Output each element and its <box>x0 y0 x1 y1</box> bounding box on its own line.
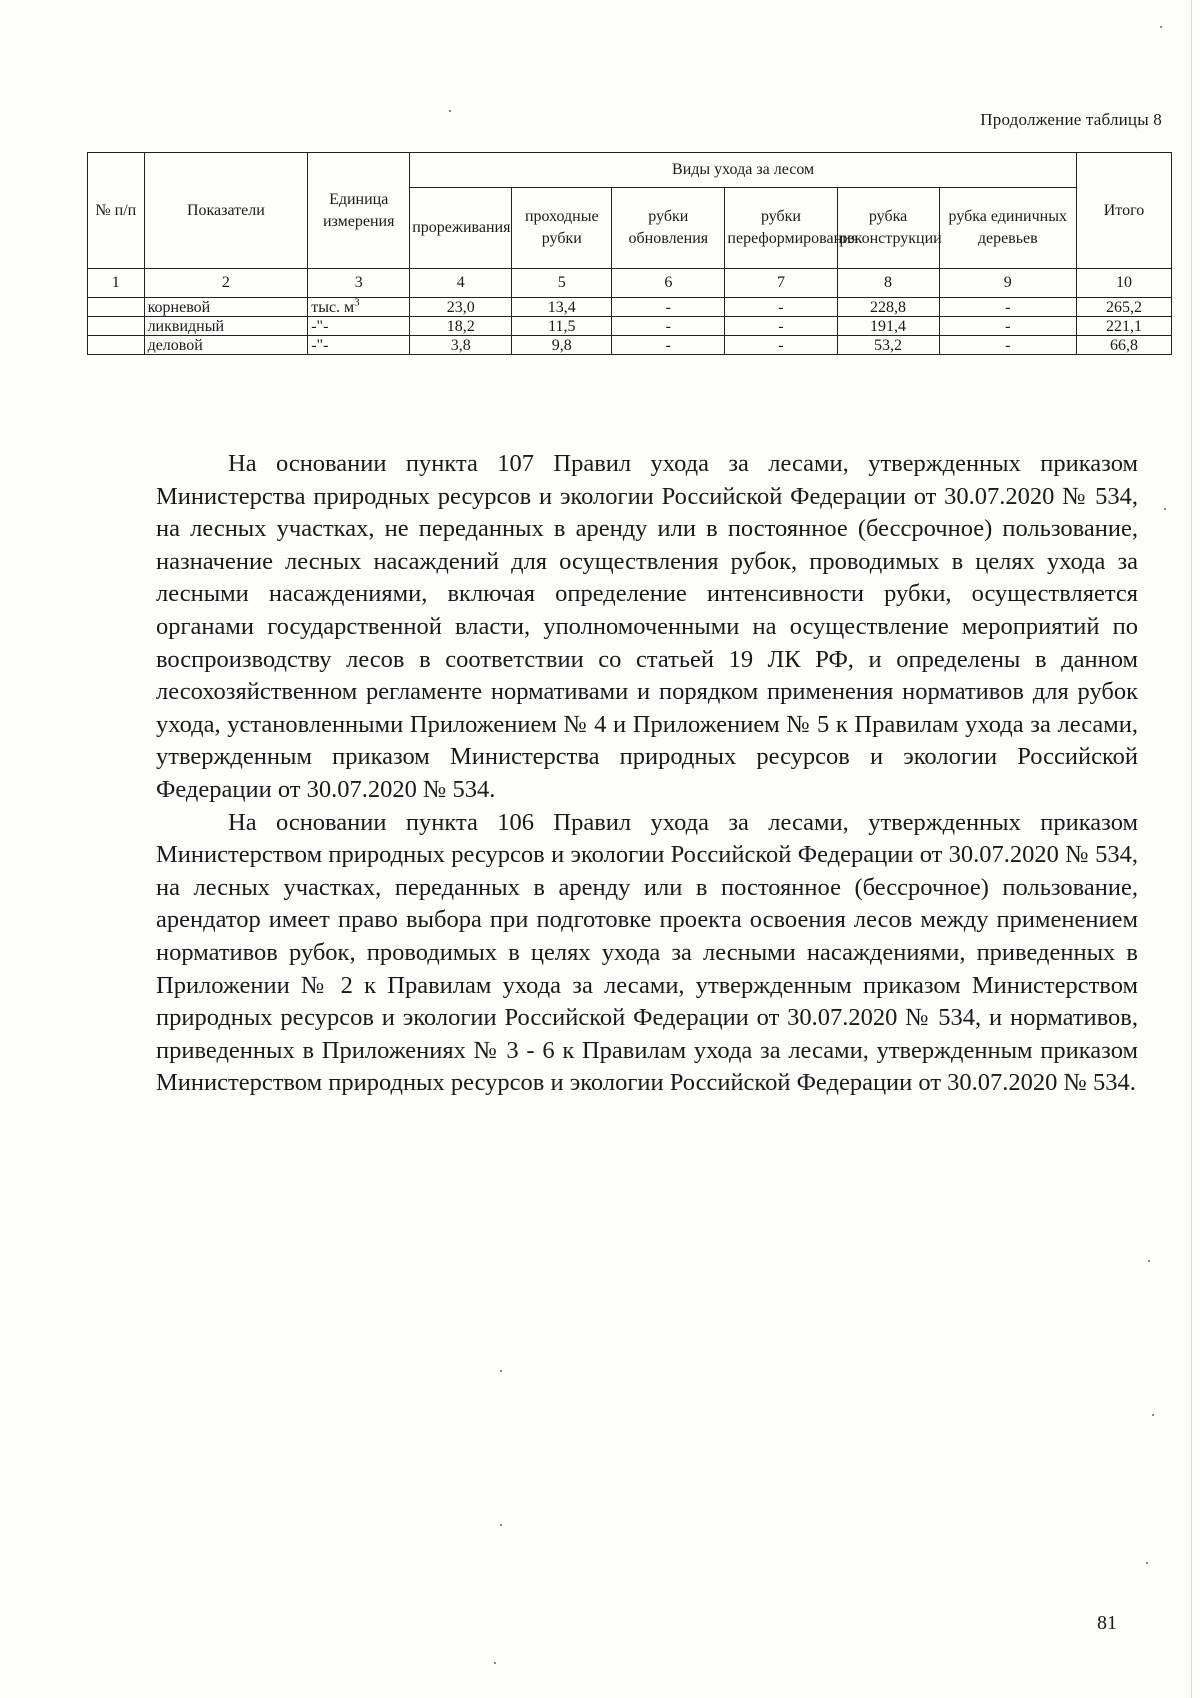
paragraph-item-107: На основании пункта 107 Правил ухода за лесами, утвержденных приказом Министерства природных ресурсов и экологии Российской Федерации от 30.07.2020 № 534, на лесных участках, не переданных в аренду или в постоянное (бессрочное) пользование, назначение лесных насаждений для осуществления рубок, проводимых в целях ухода за лесными насаждениями, включая определение интенсивности рубки, осуществляется органами государственной власти, уполномоченными на осуществление мероприятий по воспроизводству лесов в соответствии со статьей 19 ЛК РФ, и определены в данном лесохозяйственном регламенте нормативами и порядком применения нормативов для рубок ухода, установленными Приложением № 4 и Приложением № 5 к Правилам ухода за лесами, утвержденным приказом Министерства природных ресурсов и экологии Российской Федерации от 30.07.2020 № 534. <box>156 450 1138 803</box>
column-number: 6 <box>612 269 725 298</box>
scan-speck <box>449 110 451 112</box>
row-num <box>88 336 145 355</box>
scan-speck <box>500 1370 502 1372</box>
row-unit <box>308 298 410 317</box>
paragraph-item-106: На основании пункта 106 Правил ухода за лесами, утвержденных приказом Министерством природных ресурсов и экологии Российской Федерации от 30.07.2020 № 534, на лесных участках, переданных в аренду или в постоянное (бессрочное) пользование, арендатор имеет право выбора при подготовке проекта освоения лесов между применением нормативов рубок, проводимых в целях ухода за лесными насаждениями, приведенных в Приложении № 2 к Правилам ухода за лесами, утвержденным приказом Министерством природных ресурсов и экологии Российской Федерации от 30.07.2020 № 534, и нормативов, приведенных в Приложениях № 3 - 6 к Правилам ухода за лесами, утвержденным приказом Министерством природных ресурсов и экологии Российской Федерации от 30.07.2020 № 534. <box>156 808 1138 1097</box>
body-text <box>156 448 1138 1100</box>
scan-speck <box>1148 1260 1150 1262</box>
cell-total: 66,8 <box>1076 336 1171 355</box>
cell-value: 23,0 <box>410 298 512 317</box>
header-renewal-cutting: рубки обновления <box>612 188 725 269</box>
cell-value: 53,2 <box>837 336 939 355</box>
cell-value: - <box>939 336 1076 355</box>
header-indicator: Показатели <box>144 153 308 269</box>
table-continuation-caption: Продолжение таблицы 8 <box>980 110 1162 129</box>
cell-total: 221,1 <box>1076 317 1171 336</box>
table-row <box>88 298 1172 317</box>
scan-speck <box>494 1662 496 1664</box>
row-label: деловой <box>144 336 308 355</box>
column-number: 8 <box>837 269 939 298</box>
cell-value: 191,4 <box>837 317 939 336</box>
cell-value: 11,5 <box>512 317 612 336</box>
cell-value: - <box>725 317 837 336</box>
header-num: № п/п <box>88 153 145 269</box>
column-numbers-row <box>88 269 1172 298</box>
cell-value: 9,8 <box>512 336 612 355</box>
header-thinning: прореживания <box>410 188 512 269</box>
cell-value: - <box>612 298 725 317</box>
unit-superscript: 3 <box>354 296 360 309</box>
scan-speck <box>1146 1562 1148 1564</box>
row-num <box>88 298 145 317</box>
page-edge-line <box>1191 0 1192 1698</box>
row-label: ликвидный <box>144 317 308 336</box>
scan-speck <box>500 1524 502 1526</box>
cell-value: 3,8 <box>410 336 512 355</box>
header-passage-cutting: проходные рубки <box>512 188 612 269</box>
scan-speck <box>1164 508 1166 510</box>
column-number: 10 <box>1076 269 1171 298</box>
header-total: Итого <box>1076 153 1171 269</box>
scan-speck <box>1152 1414 1154 1416</box>
column-number: 1 <box>88 269 145 298</box>
column-number: 5 <box>512 269 612 298</box>
cell-value: - <box>725 336 837 355</box>
header-single-trees-cutting: рубка единичных деревьев <box>939 188 1076 269</box>
row-num <box>88 317 145 336</box>
column-number: 2 <box>144 269 308 298</box>
header-reconstruction-cutting: рубка реконструкции <box>837 188 939 269</box>
cell-value: 228,8 <box>837 298 939 317</box>
page-number: 81 <box>1097 1612 1117 1634</box>
header-unit: Единица измерения <box>308 153 410 269</box>
cell-value: - <box>725 298 837 317</box>
column-number: 4 <box>410 269 512 298</box>
row-label: корневой <box>144 298 308 317</box>
unit-text: -"- <box>311 318 329 335</box>
cell-value: - <box>612 317 725 336</box>
unit-text: тыс. м <box>311 299 355 316</box>
table-row <box>88 336 1172 355</box>
cell-value: - <box>939 298 1076 317</box>
row-unit <box>308 336 410 355</box>
cell-value: - <box>612 336 725 355</box>
cell-value: 18,2 <box>410 317 512 336</box>
header-reformation-cutting: рубки переформирования <box>725 188 837 269</box>
column-number: 7 <box>725 269 837 298</box>
unit-text: -"- <box>311 337 329 354</box>
cell-value: 13,4 <box>512 298 612 317</box>
row-unit <box>308 317 410 336</box>
column-number: 9 <box>939 269 1076 298</box>
cell-total: 265,2 <box>1076 298 1171 317</box>
column-number: 3 <box>308 269 410 298</box>
cell-value: - <box>939 317 1076 336</box>
header-care-types: Виды ухода за лесом <box>410 153 1077 188</box>
table-row <box>88 317 1172 336</box>
scan-speck <box>1160 26 1162 28</box>
cuttings-table <box>87 152 1172 355</box>
